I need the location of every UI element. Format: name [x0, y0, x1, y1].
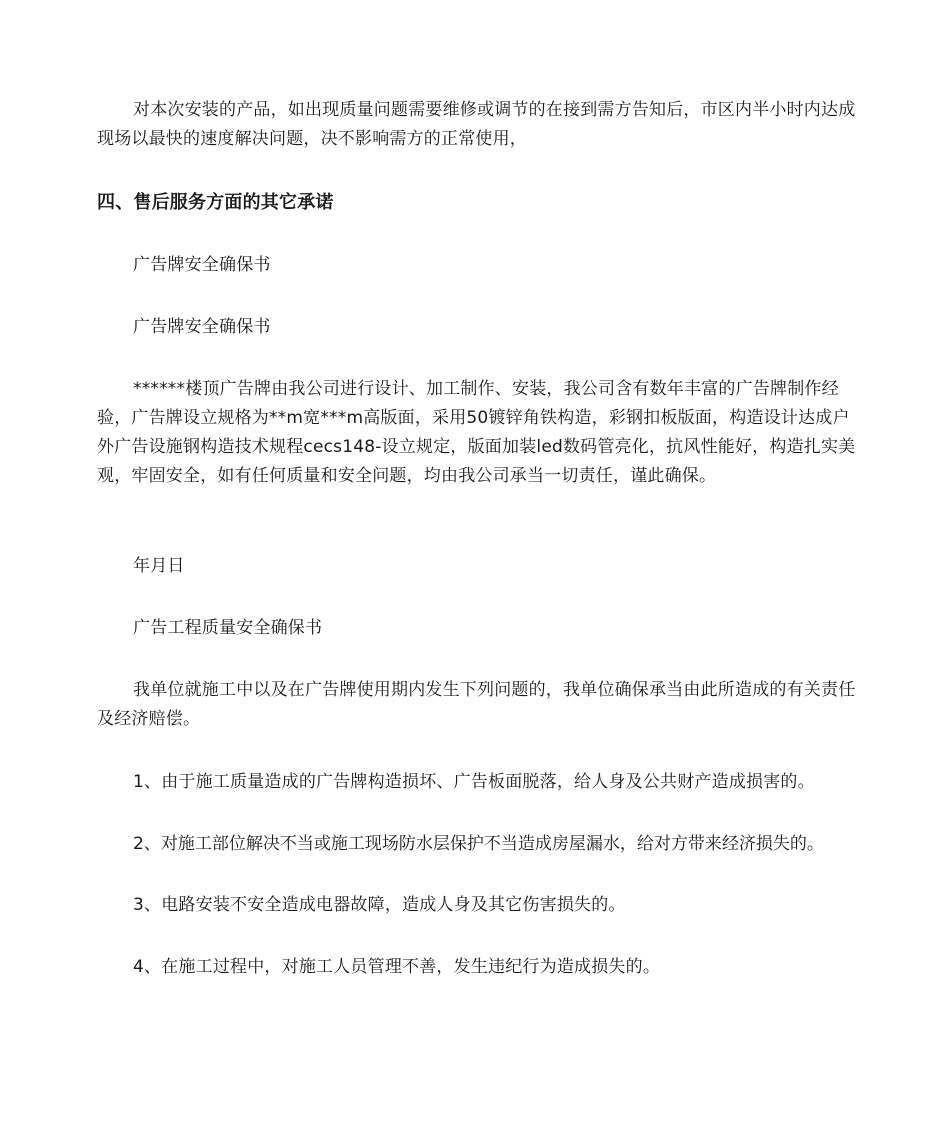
- date-line: 年月日: [133, 556, 185, 576]
- list-item: 3、电路安装不安全造成电器故障，造成人身及其它伤害损失的。: [133, 895, 626, 915]
- title-quality-safety: 广告工程质量安全确保书: [133, 618, 323, 638]
- list-item: 1、由于施工质量造成的广告牌构造损坏、广告板面脱落，给人身及公共财产造成损害的。: [133, 772, 815, 792]
- list-item: 2、对施工部位解决不当或施工现场防水层保护不当造成房屋漏水，给对方带来经济损失的。: [133, 834, 824, 854]
- billboard-paragraph: ******楼顶广告牌由我公司进行设计、加工制作、安装，我公司含有数年丰富的广告牌制作经验，广告牌设立规格为**m宽***m高版面，采用50镀锌角铁构造，彩钢扣板版面，构造设计达成户外广告设施钢构造技术规程cecs148-设立规定，版面加装led数码管亮化，抗风性能好，构造扎实美观，牢固安全，如有任何质量和安全问题，均由我公司承当一切责任，谨此确保。: [97, 379, 856, 486]
- repair-paragraph: 对本次安装的产品，如出现质量问题需要维修或调节的在接到需方告知后，市区内半小时内达成现场以最快的速度解决问题，决不影响需方的正常使用，: [97, 100, 856, 149]
- section-heading: 四、售后服务方面的其它承诺: [97, 192, 334, 213]
- title-billboard-safety-1: 广告牌安全确保书: [133, 255, 271, 275]
- list-item: 4、在施工过程中，对施工人员管理不善，发生违纪行为造成损失的。: [133, 957, 661, 977]
- intro-paragraph: 我单位就施工中以及在广告牌使用期内发生下列问题的，我单位确保承当由此所造成的有关责任及经济赔偿。: [97, 680, 856, 729]
- title-billboard-safety-2: 广告牌安全确保书: [133, 317, 271, 337]
